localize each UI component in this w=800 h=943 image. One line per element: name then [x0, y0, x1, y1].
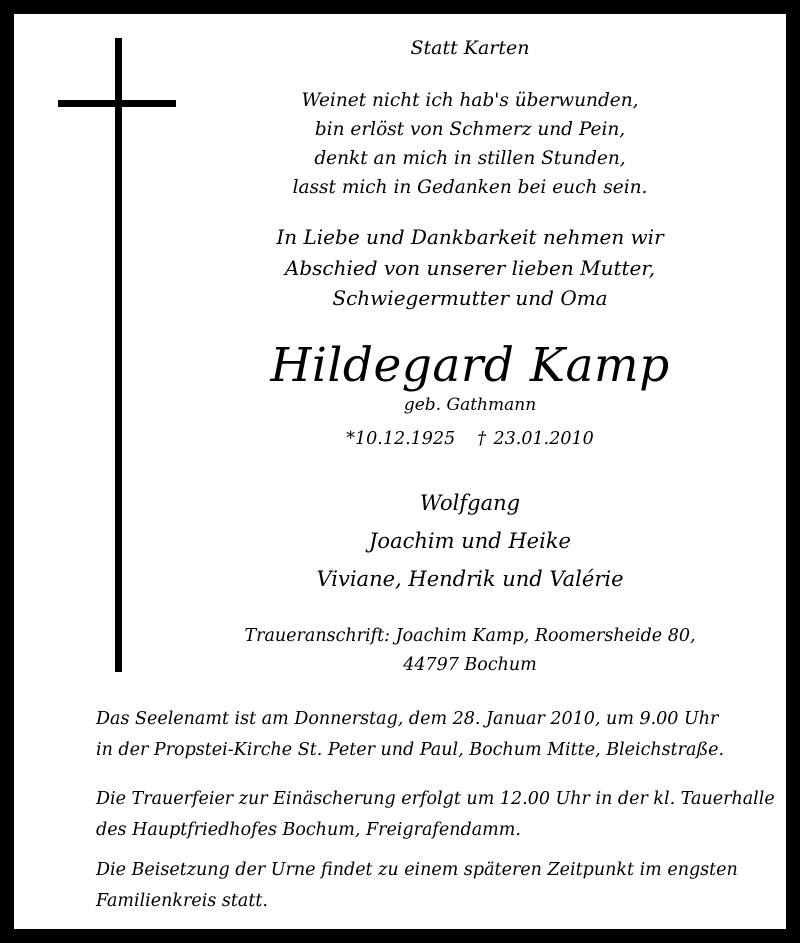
maiden-name: geb. Gathmann: [403, 395, 537, 415]
poem-line: Weinet nicht ich hab's überwunden,: [301, 90, 639, 111]
obituary-notice: [14, 14, 786, 929]
life-dates: [184, 426, 756, 452]
farewell-line: In Liebe und Dankbarkeit nehmen wir: [276, 225, 664, 249]
death-date: † 23.01.2010: [477, 429, 594, 449]
cross-icon: [115, 38, 122, 672]
deceased-name: Hildegard Kamp: [270, 338, 670, 393]
address-line: Traueranschrift: Joachim Kamp, Roomersheide 80,: [244, 626, 696, 646]
poem: [184, 86, 756, 202]
notice-line: Familienkreis statt.: [96, 891, 268, 911]
statt-karten-heading: Statt Karten: [410, 37, 530, 59]
birth-date: *10.12.1925: [346, 429, 456, 449]
poem-line: lasst mich in Gedanken bei euch sein.: [292, 177, 648, 198]
notice-line: Die Beisetzung der Urne findet zu einem späteren Zeitpunkt im engsten: [96, 860, 738, 880]
family-members: [184, 484, 756, 598]
family-line: Viviane, Hendrik und Valérie: [316, 567, 624, 591]
cross-icon-crossbar: [58, 100, 176, 107]
cremation-notice: [96, 784, 776, 846]
address-line: 44797 Bochum: [403, 655, 537, 675]
poem-line: bin erlöst von Schmerz und Pein,: [314, 119, 626, 140]
farewell-text: [184, 222, 756, 314]
poem-line: denkt an mich in stillen Stunden,: [314, 148, 626, 169]
notice-line: in der Propstei-Kirche St. Peter und Paul, Bochum Mitte, Bleichstraße.: [96, 740, 725, 760]
farewell-line: Schwiegermutter und Oma: [332, 286, 608, 310]
farewell-line: Abschied von unserer lieben Mutter,: [284, 255, 656, 280]
mourning-address: [184, 622, 756, 680]
urn-burial-notice: [96, 855, 776, 917]
family-line: Wolfgang: [419, 491, 521, 515]
notice-line: Die Trauerfeier zur Einäscherung erfolgt um 12.00 Uhr in der kl. Tauerhalle: [96, 789, 775, 809]
family-line: Joachim und Heike: [369, 529, 571, 553]
notice-line: Das Seelenamt ist am Donnerstag, dem 28. Januar 2010, um 9.00 Uhr: [96, 709, 719, 729]
notice-line: des Hauptfriedhofes Bochum, Freigrafendamm.: [96, 820, 521, 840]
requiem-notice: [96, 704, 776, 766]
